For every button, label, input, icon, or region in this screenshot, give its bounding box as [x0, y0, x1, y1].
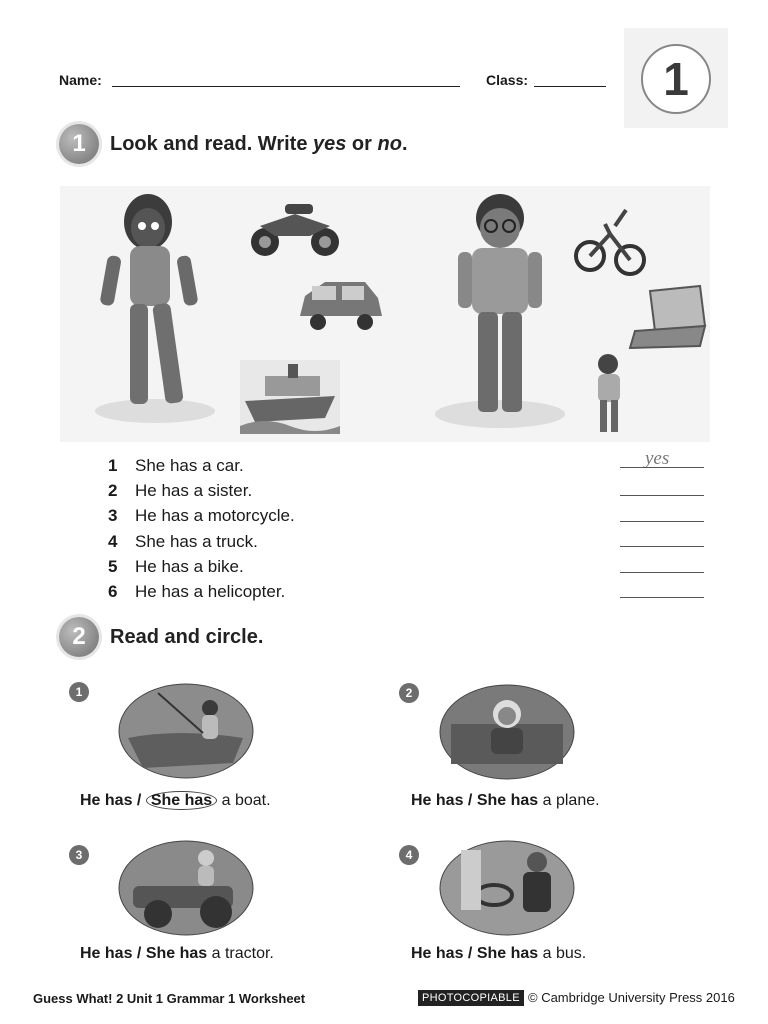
section-2-title: Read and circle. — [110, 626, 264, 648]
sentence-4 — [411, 945, 586, 963]
option-separator: / — [132, 945, 146, 962]
section-1-title: Look and read. Write yes or no. — [110, 133, 408, 155]
sentence-1 — [80, 792, 271, 810]
name-label: Name: — [59, 72, 102, 88]
section-1-illustration — [60, 186, 710, 442]
sentence-2 — [411, 792, 600, 810]
question-row — [108, 481, 252, 501]
answer-line-2[interactable] — [620, 495, 704, 496]
option-separator: / — [132, 792, 146, 809]
question-row — [108, 557, 244, 577]
copyright: © Cambridge University Press 2016 — [528, 990, 735, 1005]
sentence-3 — [80, 945, 274, 963]
section-1-number: 1 — [59, 124, 99, 164]
class-label: Class: — [486, 72, 529, 88]
sentence-rest: a plane. — [538, 792, 600, 809]
bus-driver-illustration — [439, 840, 575, 936]
item-number: 4 — [399, 845, 419, 865]
question-text: She has a truck. — [135, 532, 258, 551]
tractor-farmer-illustration — [118, 840, 254, 936]
section-2-number: 2 — [59, 617, 99, 657]
plane-pilot-illustration — [439, 684, 575, 780]
question-number: 2 — [108, 481, 118, 500]
question-number: 6 — [108, 582, 118, 601]
sentence-rest: a bus. — [538, 945, 587, 962]
question-row — [108, 506, 295, 526]
question-text: He has a helicopter. — [135, 582, 286, 601]
option-she-has[interactable]: She has — [476, 945, 539, 962]
question-row — [108, 456, 244, 476]
question-text: He has a sister. — [135, 481, 253, 500]
question-number: 3 — [108, 506, 118, 525]
question-text: He has a bike. — [135, 557, 244, 576]
answer-line-5[interactable] — [620, 572, 704, 573]
photocopiable-badge: PHOTOCOPIABLE — [418, 990, 524, 1006]
answer-example: yes — [645, 448, 670, 469]
sentence-rest: a boat. — [217, 792, 271, 809]
sentence-rest: a tractor. — [207, 945, 274, 962]
option-he-has[interactable]: He has — [411, 945, 464, 962]
answer-line-4[interactable] — [620, 546, 704, 547]
question-number: 1 — [108, 456, 118, 475]
footer-title: Guess What! 2 Unit 1 Grammar 1 Worksheet — [33, 991, 306, 1006]
question-text: She has a car. — [135, 456, 244, 475]
item-number: 1 — [69, 682, 89, 702]
question-number: 4 — [108, 532, 118, 551]
option-she-has-circled[interactable]: She has — [146, 791, 217, 810]
question-row — [108, 532, 258, 552]
answer-line-6[interactable] — [620, 597, 704, 598]
option-he-has[interactable]: He has — [411, 792, 464, 809]
boat-illustration — [240, 360, 340, 434]
question-number: 5 — [108, 557, 118, 576]
item-number: 3 — [69, 845, 89, 865]
boat-woman-illustration — [118, 683, 254, 779]
name-field[interactable] — [112, 86, 460, 87]
option-separator: / — [463, 792, 477, 809]
item-number: 2 — [399, 683, 419, 703]
question-row — [108, 582, 285, 602]
unit-number-badge: 1 — [641, 44, 711, 114]
option-separator: / — [463, 945, 477, 962]
option-she-has[interactable]: She has — [476, 792, 539, 809]
answer-line-1[interactable] — [620, 467, 704, 468]
answer-line-3[interactable] — [620, 521, 704, 522]
option-she-has[interactable]: She has — [145, 945, 208, 962]
option-he-has[interactable]: He has — [80, 945, 133, 962]
class-field[interactable] — [534, 86, 606, 87]
question-text: He has a motorcycle. — [135, 506, 295, 525]
option-he-has[interactable]: He has — [80, 792, 133, 809]
